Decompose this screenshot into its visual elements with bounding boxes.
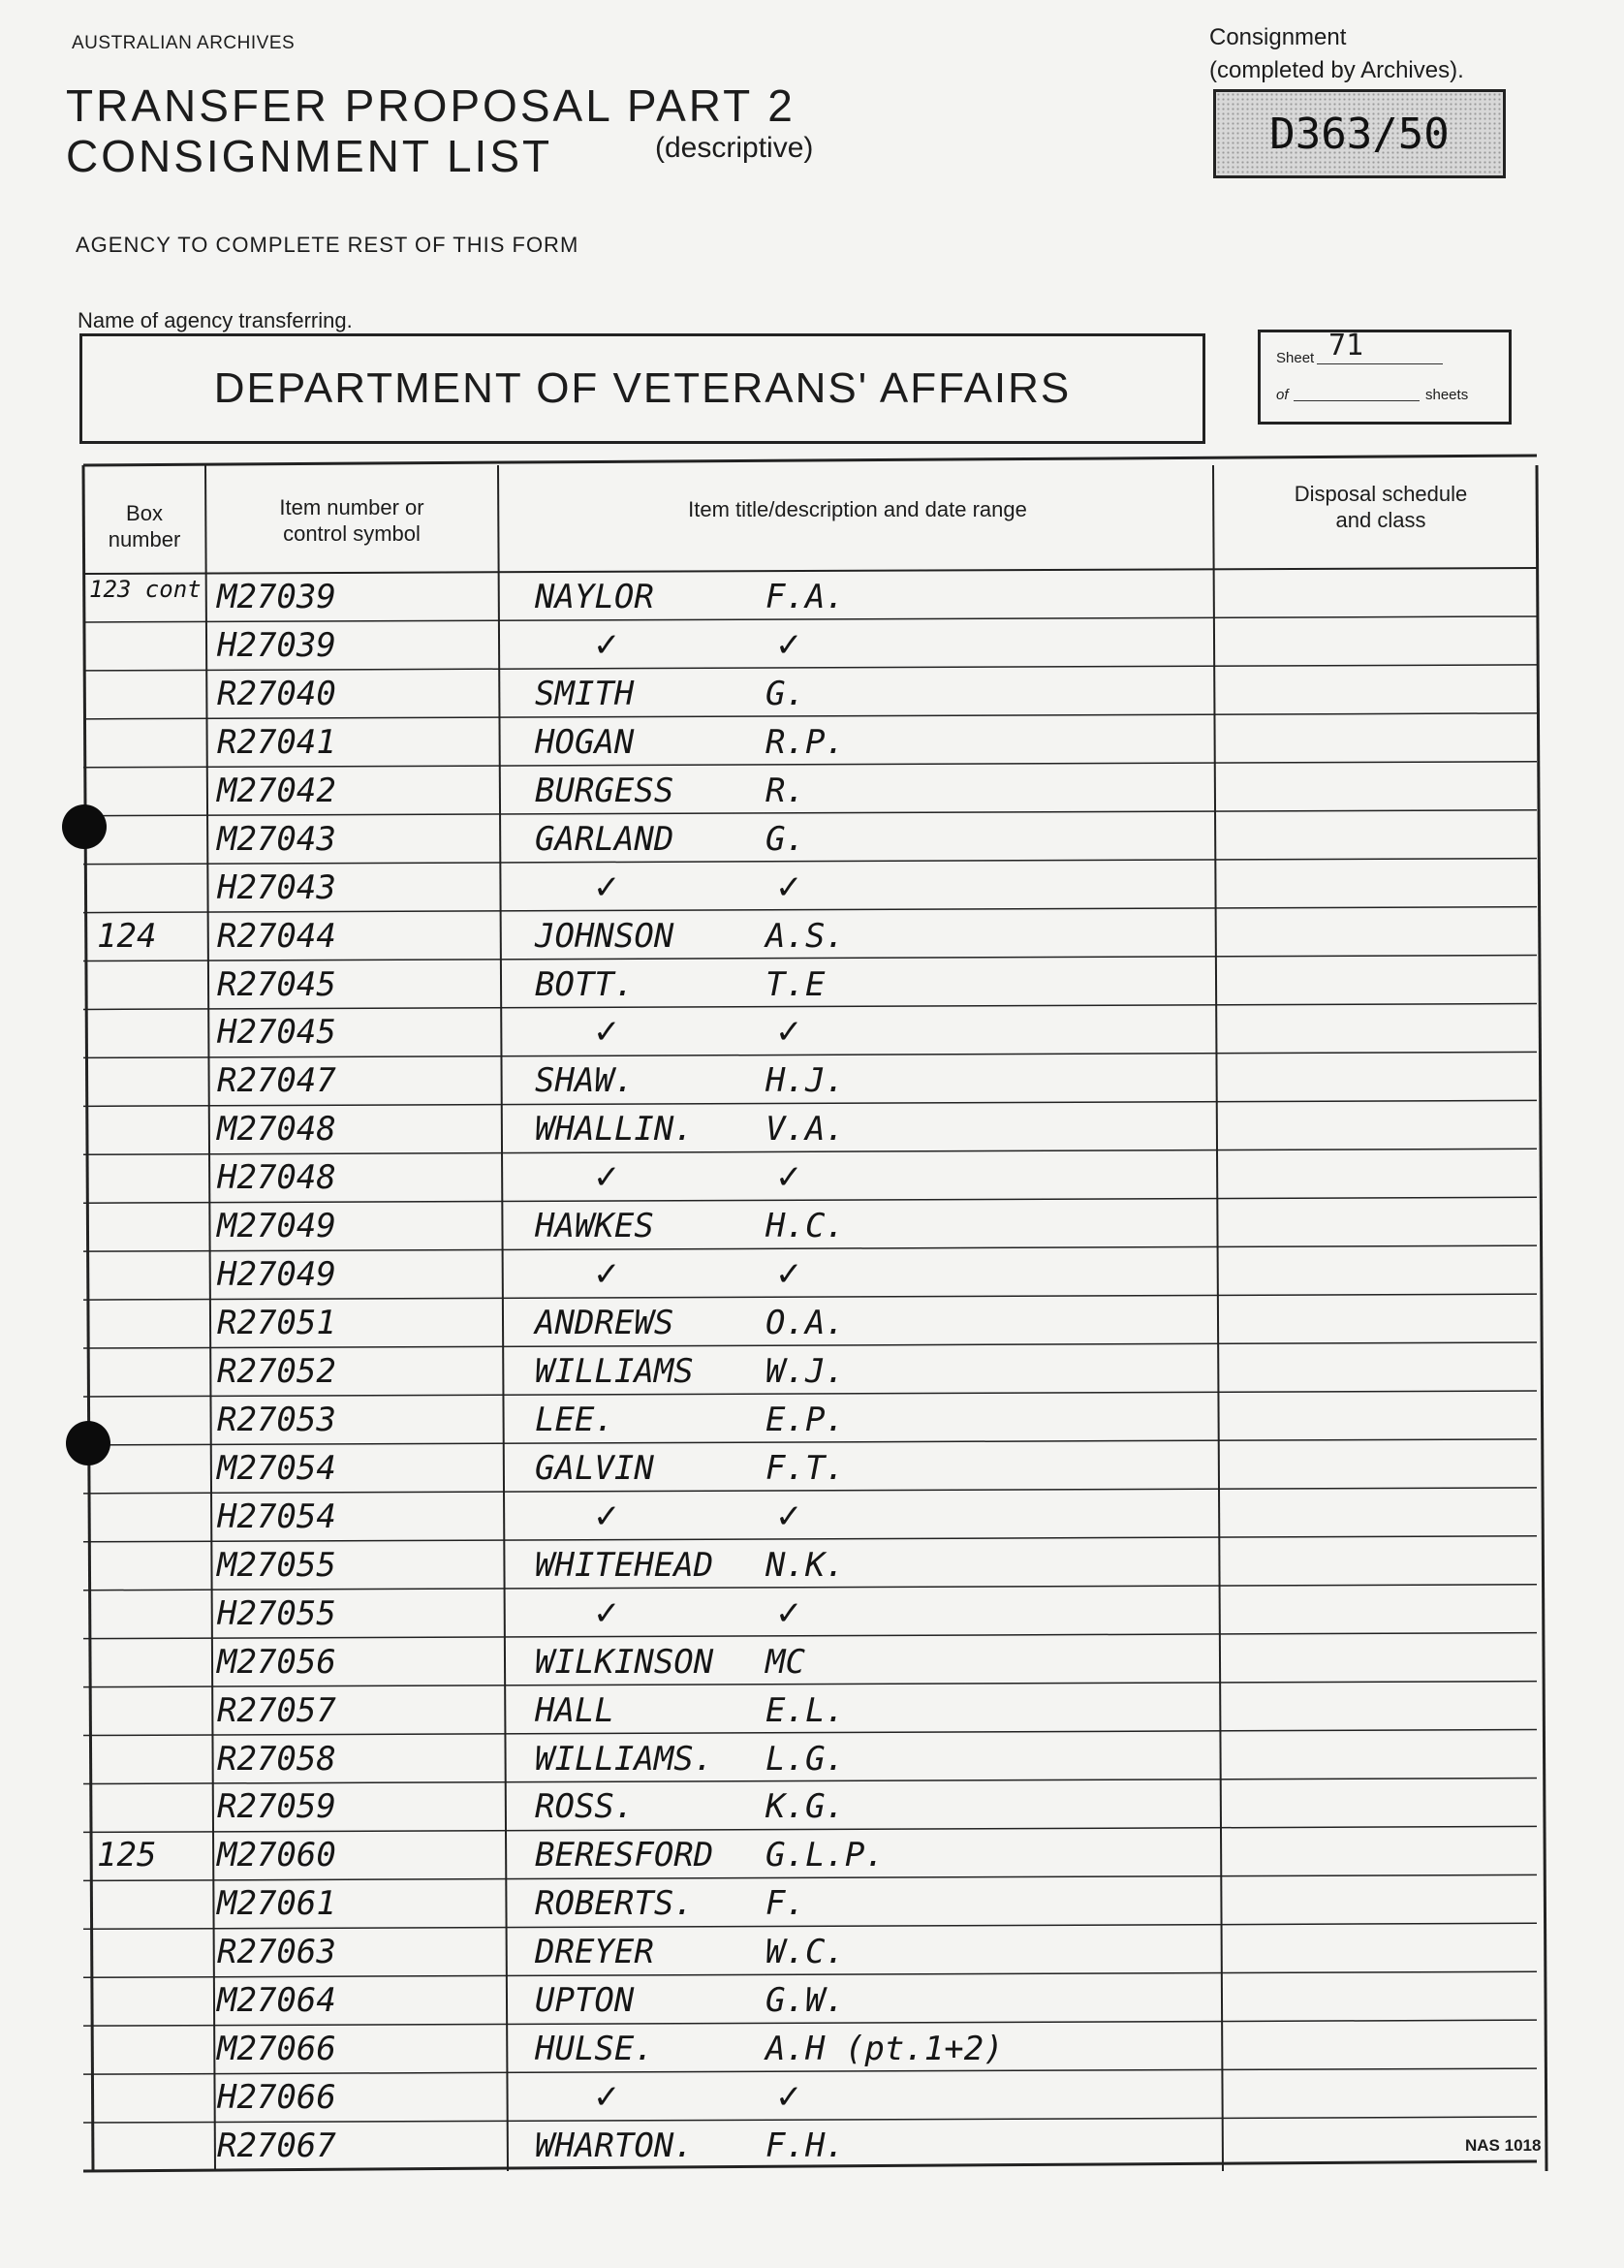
table-row-divider xyxy=(83,1874,1537,1880)
sheet-number: 71 xyxy=(1328,329,1364,362)
row-initials: F. xyxy=(765,1884,805,1924)
row-surname: WHARTON. xyxy=(535,2126,694,2166)
row-surname: NAYLOR xyxy=(535,578,654,616)
row-surname: HAWKES xyxy=(535,1207,654,1246)
row-surname: ✓ xyxy=(593,2078,621,2118)
header-item-line1: Item number or xyxy=(279,495,424,520)
table-row-divider xyxy=(83,665,1537,671)
row-surname: WHITEHEAD xyxy=(535,1545,714,1585)
row-initials: MC xyxy=(765,1642,805,1682)
row-box-number: 124 xyxy=(97,916,157,956)
row-surname: LEE. xyxy=(535,1400,614,1439)
row-box-number: 125 xyxy=(97,1836,157,1875)
agency-name-label: Name of agency transferring. xyxy=(78,308,353,332)
row-box-number: 123 cont xyxy=(89,576,202,603)
table-row-divider xyxy=(83,1197,1537,1203)
row-surname: DREYER xyxy=(535,1933,654,1972)
row-surname: HOGAN xyxy=(535,722,635,762)
row-initials: ✓ xyxy=(775,625,803,665)
table-row-divider xyxy=(83,1245,1537,1251)
header-disposal-line1: Disposal schedule xyxy=(1294,482,1468,506)
table-row-divider xyxy=(83,762,1537,768)
table-row-divider xyxy=(83,1439,1537,1445)
row-initials: ✓ xyxy=(775,1255,803,1295)
table-row-divider xyxy=(83,713,1537,719)
table-row-divider xyxy=(83,1003,1537,1009)
row-surname: ✓ xyxy=(593,867,621,907)
punch-hole xyxy=(62,804,107,849)
row-initials: F.A. xyxy=(765,578,845,616)
header-box-line2: number xyxy=(108,527,181,551)
row-initials: R. xyxy=(765,771,805,810)
row-initials: K.G. xyxy=(765,1787,845,1827)
row-initials: ✓ xyxy=(775,1013,803,1053)
table-row-divider xyxy=(83,1100,1537,1106)
consignment-number-box: D363/50 xyxy=(1213,89,1506,178)
table-row-divider xyxy=(83,2020,1537,2026)
row-item-number: R27057 xyxy=(217,1690,336,1730)
row-item-number: M27048 xyxy=(217,1110,336,1150)
row-surname: GALVIN xyxy=(535,1448,654,1488)
row-item-number: M27049 xyxy=(217,1207,336,1246)
row-surname: HALL xyxy=(535,1690,614,1730)
row-initials: W.J. xyxy=(765,1352,845,1392)
row-initials: F.H. xyxy=(765,2126,845,2166)
row-initials: G. xyxy=(765,674,805,713)
row-item-number: R27047 xyxy=(217,1061,336,1101)
table-row-divider xyxy=(83,1585,1537,1591)
table-row-divider xyxy=(83,1488,1537,1494)
row-initials: ✓ xyxy=(775,867,803,907)
table-top-border xyxy=(83,456,1537,465)
of-label: of xyxy=(1276,387,1289,403)
row-surname: BURGESS xyxy=(535,771,674,810)
row-initials: R.P. xyxy=(765,722,845,762)
table-row-divider xyxy=(83,1682,1537,1687)
row-item-number: M27056 xyxy=(217,1642,336,1682)
table-row-divider xyxy=(83,2068,1537,2074)
consignment-label-line2: (completed by Archives). xyxy=(1209,57,1464,83)
row-initials: N.K. xyxy=(765,1545,845,1585)
row-surname: SMITH xyxy=(535,674,635,713)
table-column-divider xyxy=(1213,465,1223,2171)
agency-name-box: DEPARTMENT OF VETERANS' AFFAIRS xyxy=(79,333,1205,444)
row-item-number: H27039 xyxy=(217,625,336,665)
row-item-number: R27044 xyxy=(217,916,336,956)
row-item-number: H27054 xyxy=(217,1496,336,1536)
punch-hole xyxy=(66,1421,110,1465)
row-initials: E.L. xyxy=(765,1690,845,1730)
row-surname: WILKINSON xyxy=(535,1642,714,1682)
row-item-number: M27066 xyxy=(217,2030,336,2069)
row-initials: ✓ xyxy=(775,1496,803,1536)
table-column-divider xyxy=(83,465,93,2171)
row-initials: G. xyxy=(765,819,805,859)
form-title-line1: TRANSFER PROPOSAL PART 2 xyxy=(66,80,796,131)
row-item-number: R27045 xyxy=(217,964,336,1004)
header-box-line1: Box xyxy=(126,501,163,525)
table-row-divider xyxy=(83,1730,1537,1736)
sheets-label: sheets xyxy=(1425,387,1469,403)
row-item-number: M27060 xyxy=(217,1836,336,1875)
row-item-number: R27063 xyxy=(217,1933,336,1972)
table-column-divider xyxy=(1537,465,1546,2171)
row-surname: WILLIAMS xyxy=(535,1352,694,1392)
row-initials: A.H (pt.1+2) xyxy=(765,2030,1004,2069)
row-item-number: R27041 xyxy=(217,722,336,762)
table-row-divider xyxy=(83,616,1537,622)
row-initials: E.P. xyxy=(765,1400,845,1439)
row-surname: ✓ xyxy=(593,1496,621,1536)
table-row-divider xyxy=(83,1826,1537,1832)
table-column-divider xyxy=(498,465,508,2171)
row-item-number: R27067 xyxy=(217,2126,336,2166)
table-row-divider xyxy=(83,1778,1537,1783)
row-surname: ✓ xyxy=(593,1593,621,1633)
form-code: NAS 1018 xyxy=(1465,2136,1542,2155)
row-item-number: R27052 xyxy=(217,1352,336,1392)
row-initials: H.J. xyxy=(765,1061,845,1101)
row-initials: G.L.P. xyxy=(765,1836,885,1875)
row-surname: SHAW. xyxy=(535,1061,635,1101)
row-initials: ✓ xyxy=(775,1593,803,1633)
row-surname: GARLAND xyxy=(535,819,674,859)
row-surname: WHALLIN. xyxy=(535,1110,694,1150)
row-initials: V.A. xyxy=(765,1110,845,1150)
row-surname: ANDREWS xyxy=(535,1304,674,1343)
row-surname: ✓ xyxy=(593,625,621,665)
row-item-number: H27043 xyxy=(217,867,336,907)
row-item-number: R27053 xyxy=(217,1400,336,1439)
agency-instruction: AGENCY TO COMPLETE REST OF THIS FORM xyxy=(76,233,579,257)
row-item-number: M27042 xyxy=(217,771,336,810)
header-box-number xyxy=(85,500,203,552)
row-initials: W.C. xyxy=(765,1933,845,1972)
row-surname: ✓ xyxy=(593,1255,621,1295)
consignment-label-line1: Consignment xyxy=(1209,24,1347,50)
row-surname: WILLIAMS. xyxy=(535,1739,714,1779)
row-initials: A.S. xyxy=(765,916,845,956)
table-row-divider xyxy=(83,1052,1537,1057)
row-item-number: M27039 xyxy=(217,578,336,616)
row-item-number: M27054 xyxy=(217,1448,336,1488)
archives-label: AUSTRALIAN ARCHIVES xyxy=(72,33,296,53)
row-item-number: M27043 xyxy=(217,819,336,859)
row-item-number: H27049 xyxy=(217,1255,336,1295)
table-header-divider xyxy=(83,568,1537,574)
table-row-divider xyxy=(83,1391,1537,1397)
table-row-divider xyxy=(83,1633,1537,1639)
row-initials: ✓ xyxy=(775,1158,803,1198)
table-row-divider xyxy=(83,2117,1537,2123)
table-row-divider xyxy=(83,859,1537,865)
row-surname: BOTT. xyxy=(535,964,635,1004)
row-initials: T.E xyxy=(765,964,826,1004)
header-disposal-schedule xyxy=(1221,481,1541,533)
row-item-number: M27061 xyxy=(217,1884,336,1924)
table-row-divider xyxy=(83,956,1537,961)
row-initials: O.A. xyxy=(765,1304,845,1343)
row-surname: UPTON xyxy=(535,1981,635,2021)
row-item-number: M27055 xyxy=(217,1545,336,1585)
row-initials: ✓ xyxy=(775,2078,803,2118)
row-initials: L.G. xyxy=(765,1739,845,1779)
row-surname: ROSS. xyxy=(535,1787,635,1827)
row-item-number: H27048 xyxy=(217,1158,336,1198)
table-row-divider xyxy=(83,907,1537,913)
table-row-divider xyxy=(83,1536,1537,1542)
row-initials: G.W. xyxy=(765,1981,845,2021)
sheet-label: Sheet xyxy=(1276,350,1315,366)
row-item-number: R27059 xyxy=(217,1787,336,1827)
header-item-line2: control symbol xyxy=(283,521,421,546)
table-row-divider xyxy=(83,1149,1537,1154)
row-item-number: R27051 xyxy=(217,1304,336,1343)
header-item-title: Item title/description and date range xyxy=(688,497,1027,521)
row-initials: F.T. xyxy=(765,1448,845,1488)
header-item-number xyxy=(211,494,492,547)
row-surname: ✓ xyxy=(593,1158,621,1198)
row-item-number: H27045 xyxy=(217,1013,336,1053)
table-row-divider xyxy=(83,1294,1537,1300)
row-item-number: R27058 xyxy=(217,1739,336,1779)
row-surname: HULSE. xyxy=(535,2030,654,2069)
form-title-suffix: (descriptive) xyxy=(655,132,814,164)
row-initials: H.C. xyxy=(765,1207,845,1246)
row-item-number: R27040 xyxy=(217,674,336,713)
row-item-number: H27066 xyxy=(217,2078,336,2118)
row-item-number: H27055 xyxy=(217,1593,336,1633)
row-surname: ✓ xyxy=(593,1013,621,1053)
form-title-line2: CONSIGNMENT LIST xyxy=(66,131,553,181)
row-surname: JOHNSON xyxy=(535,916,674,956)
table-row-divider xyxy=(83,1923,1537,1929)
table-row-divider xyxy=(83,1971,1537,1977)
table-column-divider xyxy=(205,465,215,2171)
row-surname: ROBERTS. xyxy=(535,1884,694,1924)
header-disposal-line2: and class xyxy=(1335,508,1426,532)
row-surname: BERESFORD xyxy=(535,1836,714,1875)
row-item-number: M27064 xyxy=(217,1981,336,2021)
table-row-divider xyxy=(83,1342,1537,1348)
table-row-divider xyxy=(83,810,1537,816)
